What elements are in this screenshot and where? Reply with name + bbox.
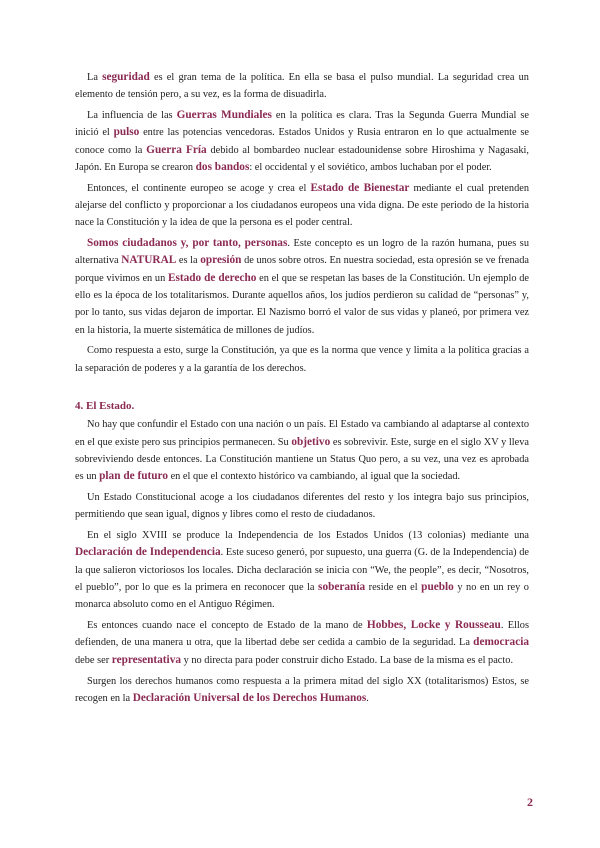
paragraph xyxy=(75,180,529,232)
highlighted-term: Estado de Bienestar xyxy=(310,181,410,194)
text-run: y no en un rey o monarca absoluto como en el Antiguo Régimen. xyxy=(75,582,529,611)
text-run: en el que el contexto histórico va cambiando, al igual que la sociedad. xyxy=(168,471,461,483)
intro-section xyxy=(75,69,529,377)
highlighted-term: Declaración Universal de los Derechos Humanos xyxy=(132,691,367,704)
page-body xyxy=(75,69,529,711)
highlighted-term: seguridad xyxy=(102,71,150,83)
highlighted-term: NATURAL xyxy=(121,254,177,267)
text-run: . Ellos defienden, de una manera u otra, que la libertad debe ser cedida a cambio de la seguridad. La xyxy=(75,620,529,649)
highlighted-term: plan de futuro xyxy=(99,470,168,483)
paragraph xyxy=(75,527,529,613)
paragraph xyxy=(75,617,529,669)
paragraph xyxy=(75,107,529,176)
highlighted-term: pueblo xyxy=(421,581,454,594)
highlighted-term: Guerra Fría xyxy=(146,143,207,156)
text-run: Un Estado Constitucional acoge a los ciudadanos diferentes del resto y los integra bajo sus principios, permitiendo que sean igual, dignos y libres como el resto de ciudadanos. xyxy=(75,492,529,521)
text-run: Entonces, el continente europeo se acoge y crea el xyxy=(87,182,311,194)
text-run: Como respuesta a esto, surge la Constitución, ya que es la norma que vence y limita a la política gracias a la separación de poderes y a la garantía de los derechos. xyxy=(75,345,529,374)
section-heading: 4. El Estado. xyxy=(75,400,135,413)
text-run: No hay que confundir el Estado con una nación o un país. El Estado va cambiando al adaptarse al contexto en el que existe pero sus principios permanecen. Su xyxy=(75,419,529,448)
paragraph xyxy=(75,342,529,377)
highlighted-term: soberanía xyxy=(318,581,366,594)
paragraph xyxy=(75,673,529,708)
text-run: debe ser xyxy=(75,654,112,666)
text-run: La influencia de las xyxy=(87,110,177,122)
text-run: En el siglo XVIII se produce la Independencia de los Estados Unidos (13 colonias) mediante una xyxy=(87,530,529,542)
highlighted-term: Hobbes, Locke y Rousseau xyxy=(366,619,501,632)
highlighted-term: democracia xyxy=(473,636,529,649)
paragraph xyxy=(75,489,529,524)
text-run: de unos sobre otros. En nuestra sociedad, esta opresión se ve frenada porque vivimos en un xyxy=(75,255,529,284)
highlighted-term: Estado de derecho xyxy=(167,271,257,284)
text-run: es sobrevivir. Este, surge en el siglo XV y lleva sobreviviendo desde entonces. La Constitución mantiene un Status Quo pero, a su vez, una vez es aprobada es un xyxy=(75,436,529,483)
highlighted-term: dos bandos xyxy=(195,160,250,173)
text-run: y no directa para poder construir dicho Estado. La base de la misma es el pacto. xyxy=(181,654,514,666)
paragraph xyxy=(75,416,529,485)
text-run: . Este suceso generó, por supuesto, una guerra (G. de la Independencia) de la que salieron victoriosos los locales. Dicha declaración se inicia con “We, the people”, es decir, “Nosotros, el pueblo”, por lo que es la primera en reconocer que la xyxy=(75,547,529,594)
highlighted-term: opresión xyxy=(200,254,242,267)
paragraph xyxy=(75,235,529,339)
highlighted-term: pulso xyxy=(113,126,140,139)
paragraph xyxy=(75,69,529,104)
text-run: reside en el xyxy=(365,582,422,594)
page-number: 2 xyxy=(527,795,533,809)
text-run: . Este concepto es un logro de la razón humana, pues su alternativa xyxy=(75,238,529,267)
text-run: en la política es clara. Tras la Segunda Guerra Mundial se inició el xyxy=(75,110,529,139)
text-run: en el que se respetan las bases de la Constitución. Un ejemplo de ello es la época de los totalitarismos. Durante aquellos años, los judíos perdieron su calidad de “personas” y, por lo tanto, sus vidas dejaron de importar. El Nazismo borró el valor de sus vidas y planeó, por primera vez en la historia, la muerte sistemática de millones de judíos. xyxy=(75,272,529,336)
text-run: Surgen los derechos humanos como respuesta a la primera mitad del siglo XX (totalitarismos) Estos, se recogen en la xyxy=(75,675,529,704)
text-run: es la xyxy=(176,255,201,267)
highlighted-term: representativa xyxy=(111,653,181,666)
text-run: : el occidental y el soviético, ambos luchaban por el poder. xyxy=(249,161,492,173)
text-run: . xyxy=(366,692,369,704)
text-run: La xyxy=(87,72,103,83)
highlighted-term: objetivo xyxy=(291,435,331,448)
text-run: Es entonces cuando nace el concepto de Estado de la mano de xyxy=(87,620,367,632)
highlighted-term: Guerras Mundiales xyxy=(176,109,272,122)
highlighted-term: Somos ciudadanos y, por tanto, personas xyxy=(87,237,288,250)
estado-section xyxy=(75,416,529,707)
highlighted-term: Declaración de Independencia xyxy=(75,546,221,559)
text-run: entre las potencias vencedoras. Estados Unidos y Rusia entraron en lo que actualmente se conoce como la xyxy=(75,127,529,156)
text-run: es el gran tema de la política. En ella se basa el pulso mundial. La seguridad crea un elemento de tensión pero, a su vez, es la forma de disuadirla. xyxy=(75,72,529,101)
text-run: mediante el cual pretenden alejarse del conflicto y proporcionar a los ciudadanos europeos una vida digna. De este periodo de la historia nace la Constitución y la idea de que la persona es el poder central. xyxy=(75,182,529,229)
text-run: debido al bombardeo nuclear estadounidense sobre Hiroshima y Nagasaki, Japón. En Europa se crearon xyxy=(75,144,529,173)
